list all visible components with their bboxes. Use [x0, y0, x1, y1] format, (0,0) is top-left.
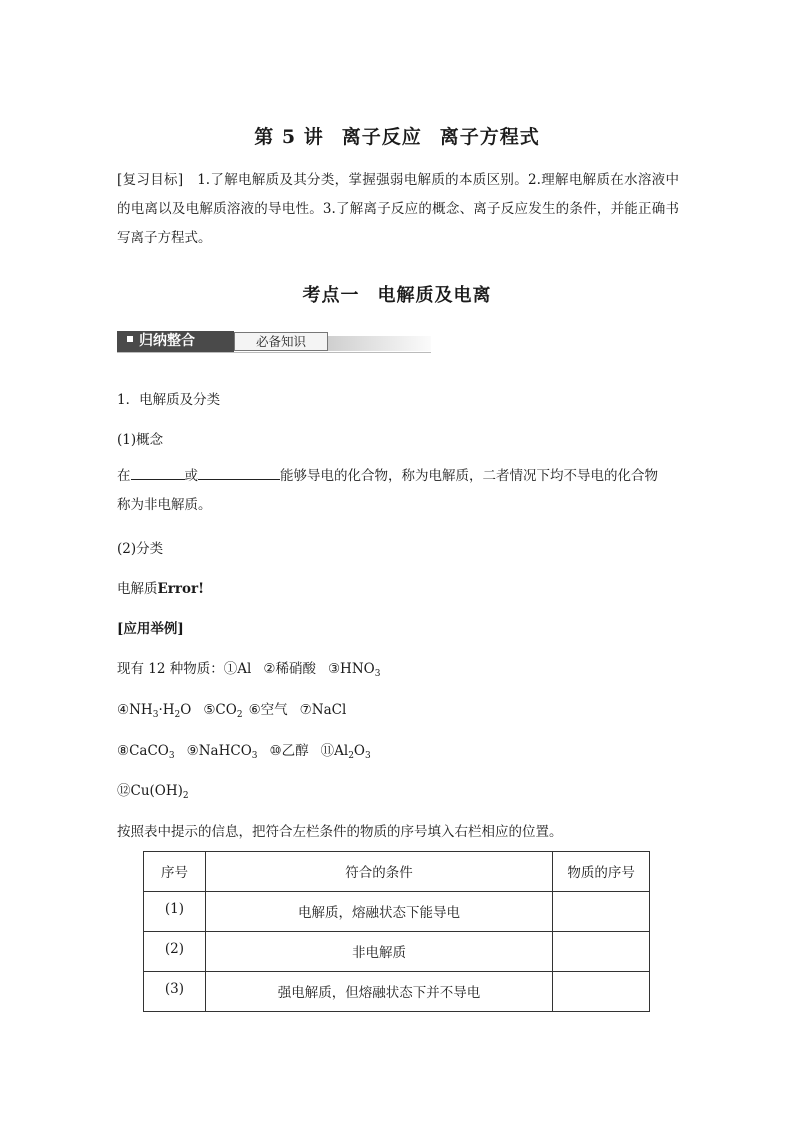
row-condition: 电解质，熔融状态下能导电	[205, 892, 552, 932]
concept-or: 或	[184, 468, 198, 484]
title-part3: 离子方程式	[439, 126, 540, 148]
section-part2: 电解质及电离	[377, 285, 492, 306]
banner-main	[117, 331, 234, 352]
banner-fade-decoration	[328, 336, 431, 351]
concept-post: 能够导电的化合物，称为电解质，二者情况下均不导电的化合物	[280, 468, 658, 484]
header-no: 序号	[144, 852, 206, 892]
example-label: [应用举例]	[117, 621, 184, 637]
answer-table	[143, 851, 650, 1012]
materials-line-1	[117, 657, 380, 677]
blank-2[interactable]	[198, 465, 280, 480]
material-12: $⑫Cu(OH)_2$	[117, 783, 189, 801]
material-4: $④NH_3\cdot H_2O$	[117, 702, 192, 720]
material-2: ②稀硝酸	[263, 661, 316, 677]
lecture-title	[0, 122, 794, 149]
concept-line2: 称为非电解质。	[117, 497, 212, 513]
row-condition: 强电解质，但熔融状态下并不导电	[205, 972, 552, 1012]
table-row	[144, 932, 650, 972]
material-10: ⑩乙醇	[269, 743, 309, 759]
material-5: $⑤CO_2$	[203, 702, 243, 720]
header-condition: 符合的条件	[205, 852, 552, 892]
row-no: (3)	[144, 972, 206, 1012]
materials-intro: 现有 12 种物质：	[117, 661, 224, 677]
blank-1[interactable]	[131, 465, 185, 480]
material-8: ⑧CaCO$_3$	[117, 743, 175, 761]
concept-pre: 在	[117, 468, 131, 484]
material-6: ⑥空气	[248, 702, 288, 718]
row-no: (2)	[144, 932, 206, 972]
row-answer-cell[interactable]	[553, 932, 650, 972]
row-condition: 非电解质	[205, 932, 552, 972]
row-no: (1)	[144, 892, 206, 932]
electrolyte-label: 电解质	[117, 581, 158, 597]
title-part1: 第 5 讲	[254, 126, 324, 148]
material-3: $③HNO_3$	[327, 661, 381, 679]
material-9: ⑨NaHCO$_3$	[186, 743, 258, 761]
table-row	[144, 892, 650, 932]
section-heading	[0, 281, 794, 307]
square-icon	[127, 336, 133, 342]
materials-line-4	[117, 779, 189, 799]
concept-label: (1)概念	[117, 432, 164, 448]
section-banner	[117, 331, 431, 353]
instruction-text: 按照表中提示的信息，把符合左栏条件的物质的序号填入右栏相应的位置。	[117, 824, 563, 840]
banner-underline	[117, 352, 431, 353]
materials-line-2	[117, 698, 346, 718]
materials-line-3	[117, 739, 371, 759]
table-header-row	[144, 852, 650, 892]
table-row	[144, 972, 650, 1012]
material-11: $⑪Al_2O_3$	[320, 743, 371, 761]
row-answer-cell[interactable]	[553, 972, 650, 1012]
header-material-no: 物质的序号	[553, 852, 650, 892]
classification-label: (2)分类	[117, 541, 164, 557]
heading-electrolyte-classification: 1．电解质及分类	[117, 392, 221, 408]
material-7: ⑦NaCl	[299, 702, 347, 718]
electrolyte-error-line	[117, 577, 204, 597]
material-1: ①Al	[223, 661, 252, 677]
section-part1: 考点一	[302, 285, 360, 306]
error-text: Error!	[157, 581, 205, 597]
title-part2: 离子反应	[341, 126, 422, 148]
banner-main-label: 归纳整合	[139, 333, 195, 349]
banner-sub: 必备知识	[234, 332, 328, 351]
concept-paragraph	[117, 462, 679, 520]
review-goals: [复习目标] 1.了解电解质及其分类，掌握强弱电解质的本质区别。2.理解电解质在水溶液中的电离以及电解质溶液的导电性。3.了解离子反应的概念、离子反应发生的条件，并能正确书写离子方程式。	[117, 172, 679, 246]
row-answer-cell[interactable]	[553, 892, 650, 932]
